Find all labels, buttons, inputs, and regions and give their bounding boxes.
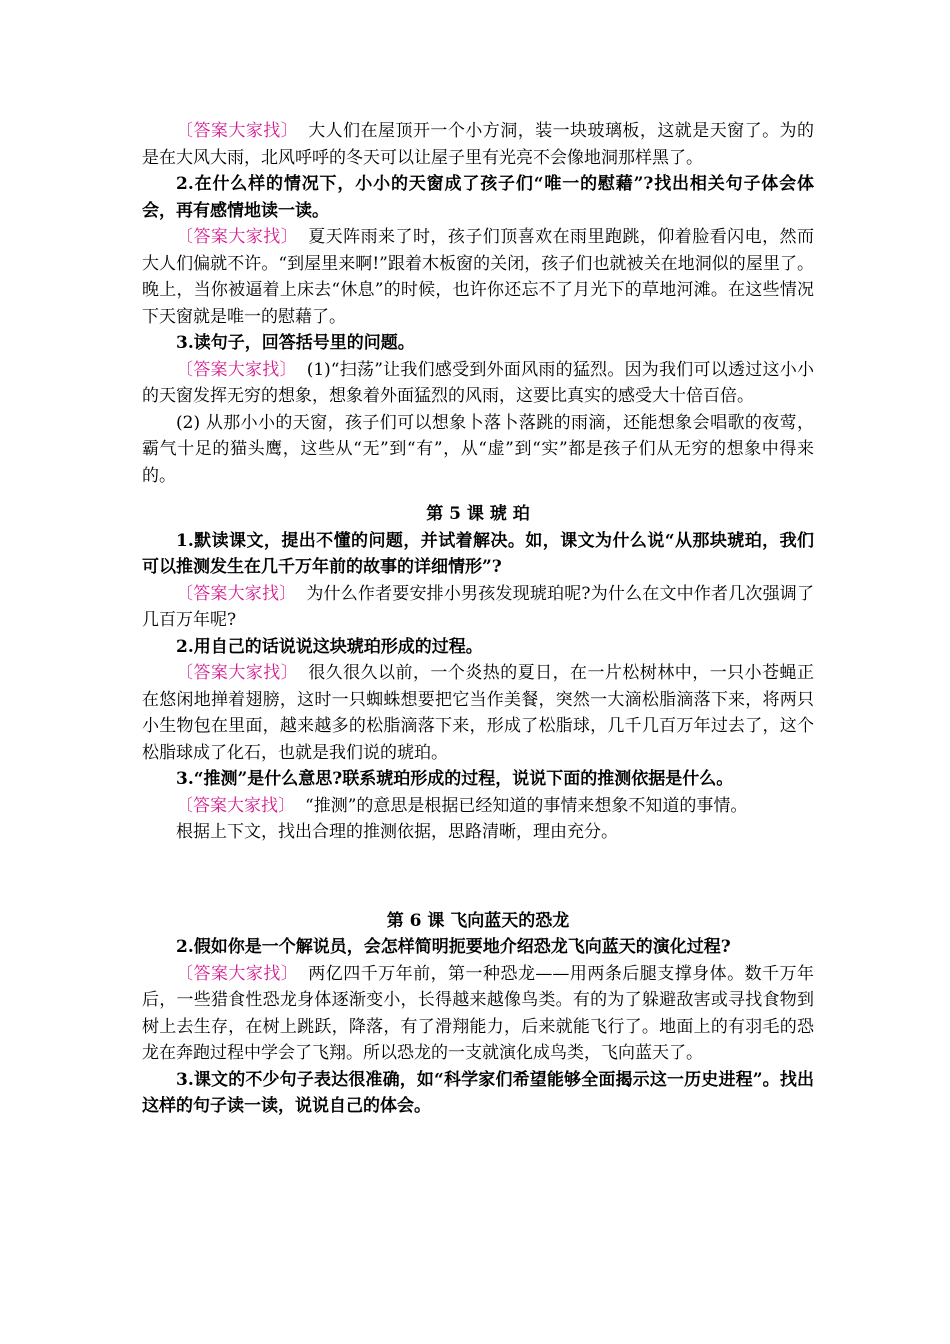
question-1: 1.默读课文，提出不懂的问题，并试着解决。如，课文为什么说“从那块琥珀，我们可以推测发生在几千万年前的故事的详细情形”? <box>142 530 814 577</box>
question-2: 2.用自己的话说说这块琥珀形成的过程。 <box>176 636 483 657</box>
answer-paragraph <box>142 224 814 330</box>
answer-text: 很久很久以前，一个炎热的夏日，在一片松树林中，一只小苍蝇正在悠闲地掸着翅膀，这时一只蜘蛛想要把它当作美餐，突然一大滴松脂滴落下来，将两只小生物包在里面，越来越多的松脂滴落下来，形成了松脂球，几千几百万年过去了，这个松脂球成了化石，也就是我们说的琥珀。 <box>142 663 815 763</box>
question-3: 3.课文的不少句子表达很准确，如“科学家们希望能够全面揭示这一历史进程”。找出这样的句子读一读，说说自己的体会。 <box>142 1069 814 1116</box>
lesson-6-title: 第 6 课 飞向蓝天的恐龙 <box>386 910 570 931</box>
answer-paragraph <box>142 118 814 171</box>
answer-text: 为什么作者要安排小男孩发现琥珀呢?为什么在文中作者几次强调了几百万年呢? <box>142 583 814 630</box>
answer-note: 根据上下文，找出合理的推测依据，思路清晰，理由充分。 <box>176 822 618 842</box>
answer-tag: 〔答案大家找〕 <box>176 963 299 984</box>
question-3: 3.读句子，回答括号里的问题。 <box>176 333 415 353</box>
answer-tag: 〔答案大家找〕 <box>176 227 299 247</box>
question-3: 3.“推测”是什么意思?联系琥珀形成的过程，说说下面的推测依据是什么。 <box>176 769 734 789</box>
answer-paragraph <box>142 660 814 766</box>
answer-tag: 〔答案大家找〕 <box>176 121 299 141</box>
answer-tag: 〔答案大家找〕 <box>176 359 297 380</box>
question-2: 2.假如你是一个解说员，会怎样简明扼要地介绍恐龙飞向蓝天的演化过程? <box>176 937 731 957</box>
answer-text: “推测”的意思是根据已经知道的事情来想象不知道的事情。 <box>305 795 748 816</box>
answer-tag: 〔答案大家找〕 <box>176 583 297 604</box>
answer-paragraph <box>142 581 814 634</box>
answer-text: (1)“扫荡”让我们感受到外面风雨的猛烈。因为我们可以透过这小小的天窗发挥无穷的想象，想象着外面猛烈的风雨，这要比真实的感受大十倍百倍。 <box>142 359 815 406</box>
question-2: 2.在什么样的情况下，小小的天窗成了孩子们“唯一的慰藉”?找出相关句子体会体会，再有感情地读一读。 <box>142 174 814 221</box>
answer-paragraph <box>142 357 814 410</box>
answer-text: 两亿四千万年前，第一种恐龙——用两条后腿支撑身体。数千万年后，一些猎食性恐龙身体逐渐变小，长得越来越像鸟类。有的为了躲避敌害或寻找食物到树上去生存，在树上跳跃，降落，有了滑翔能力，后来就能飞行了。地面上的有羽毛的恐龙在奔跑过程中学会了飞翔。所以恐龙的一支就演化成鸟类，飞向蓝天了。 <box>142 963 815 1063</box>
answer-text: 夏天阵雨来了时，孩子们顶喜欢在雨里跑跳，仰着脸看闪电，然而大人们偏就不许。“到屋里来啊!”跟着木板窗的关闭，孩子们也就被关在地洞似的屋里了。晚上，当你被逼着上床去“休息”的时候，也许你还忘不了月光下的草地河滩。在这些情况下天窗就是唯一的慰藉了。 <box>142 227 815 327</box>
answer-text: 大人们在屋顶开一个小方洞，装一块玻璃板，这就是天窗了。为的是在大风大雨，北风呼呼的冬天可以让屋子里有光亮不会像地洞那样黑了。 <box>142 121 815 168</box>
document-page <box>142 118 814 1120</box>
answer-paragraph: (2) 从那小小的天窗，孩子们可以想象卜落卜落跳的雨滴，还能想象会唱歌的夜莺，霸气十足的猫头鹰，这些从“无”到“有”，从“虚”到“实”都是孩子们从无穷的想象中得来的。 <box>142 412 814 486</box>
answer-tag: 〔答案大家找〕 <box>176 795 295 816</box>
lesson-5-title: 第 5 课 琥 珀 <box>426 504 530 524</box>
answer-paragraph <box>142 793 814 820</box>
answer-tag: 〔答案大家找〕 <box>176 663 299 683</box>
answer-paragraph <box>142 961 814 1067</box>
